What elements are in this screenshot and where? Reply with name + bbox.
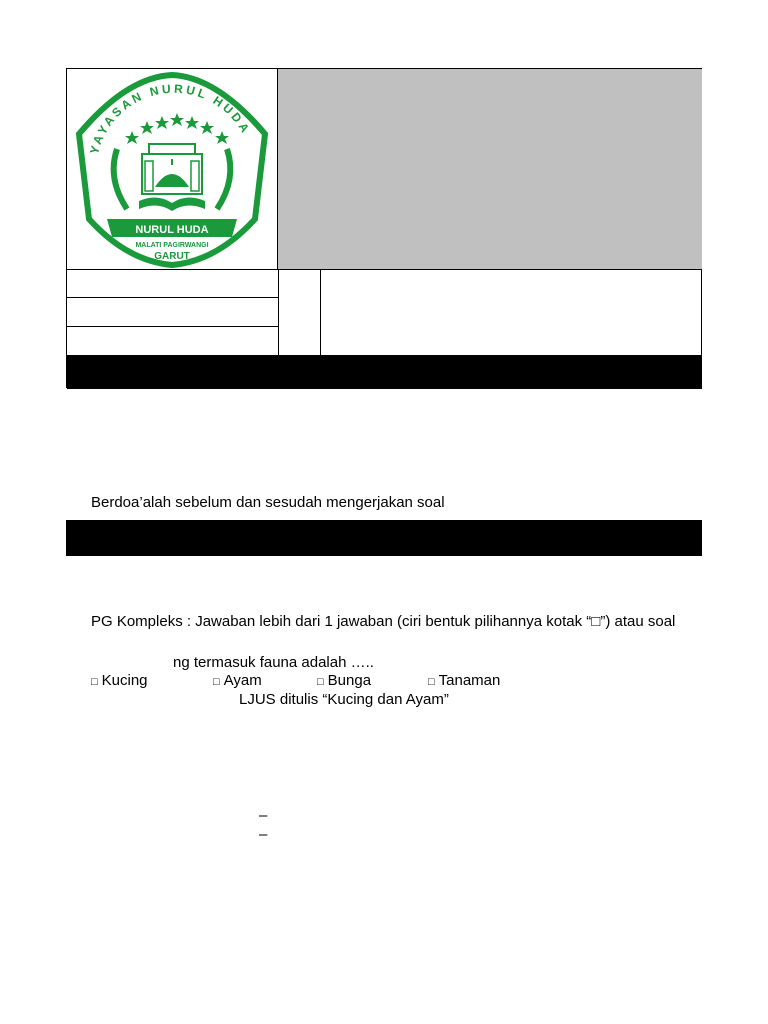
logo-city: GARUT xyxy=(154,251,190,262)
logo-banner-text: NURUL HUDA xyxy=(135,224,209,236)
divider xyxy=(67,326,278,327)
option-item xyxy=(428,672,500,691)
section-black-bar xyxy=(66,520,702,556)
header-black-bar xyxy=(67,355,702,389)
example-question: ng termasuk fauna adalah ….. xyxy=(173,654,374,671)
checkbox-icon: □ xyxy=(317,676,324,688)
nurul-huda-logo xyxy=(67,69,278,269)
option-label: Ayam xyxy=(223,672,262,689)
header-title-cell xyxy=(278,69,702,269)
option-label: Bunga xyxy=(327,672,372,689)
divider xyxy=(278,269,279,355)
option-item xyxy=(213,672,262,691)
option-item xyxy=(317,672,371,691)
option-item xyxy=(91,672,148,691)
answer-note: LJUS ditulis “Kucing dan Ayam” xyxy=(239,691,449,708)
pg-kompleks-line: PG Kompleks : Jawaban lebih dari 1 jawaban (ciri bentuk pilihannya kotak “□”) atau soal xyxy=(91,613,676,630)
divider xyxy=(67,297,278,298)
checkbox-icon: □ xyxy=(91,676,98,688)
instruction-line: Berdoa’alah sebelum dan sesudah mengerjakan soal xyxy=(91,494,445,511)
checkbox-icon: □ xyxy=(428,676,435,688)
divider xyxy=(320,269,321,355)
checkbox-icon: □ xyxy=(213,676,220,688)
option-label: Kucing xyxy=(101,672,148,689)
header-table xyxy=(66,68,702,388)
logo-cell xyxy=(67,69,278,269)
divider xyxy=(67,269,702,270)
dash: – xyxy=(259,826,268,843)
option-label: Tanaman xyxy=(438,672,501,689)
logo-location-line: MALATI PAGIRWANGI xyxy=(135,242,209,249)
dash: – xyxy=(259,807,268,824)
logo-arc-text: YAYASAN NURUL HUDA xyxy=(86,81,254,156)
